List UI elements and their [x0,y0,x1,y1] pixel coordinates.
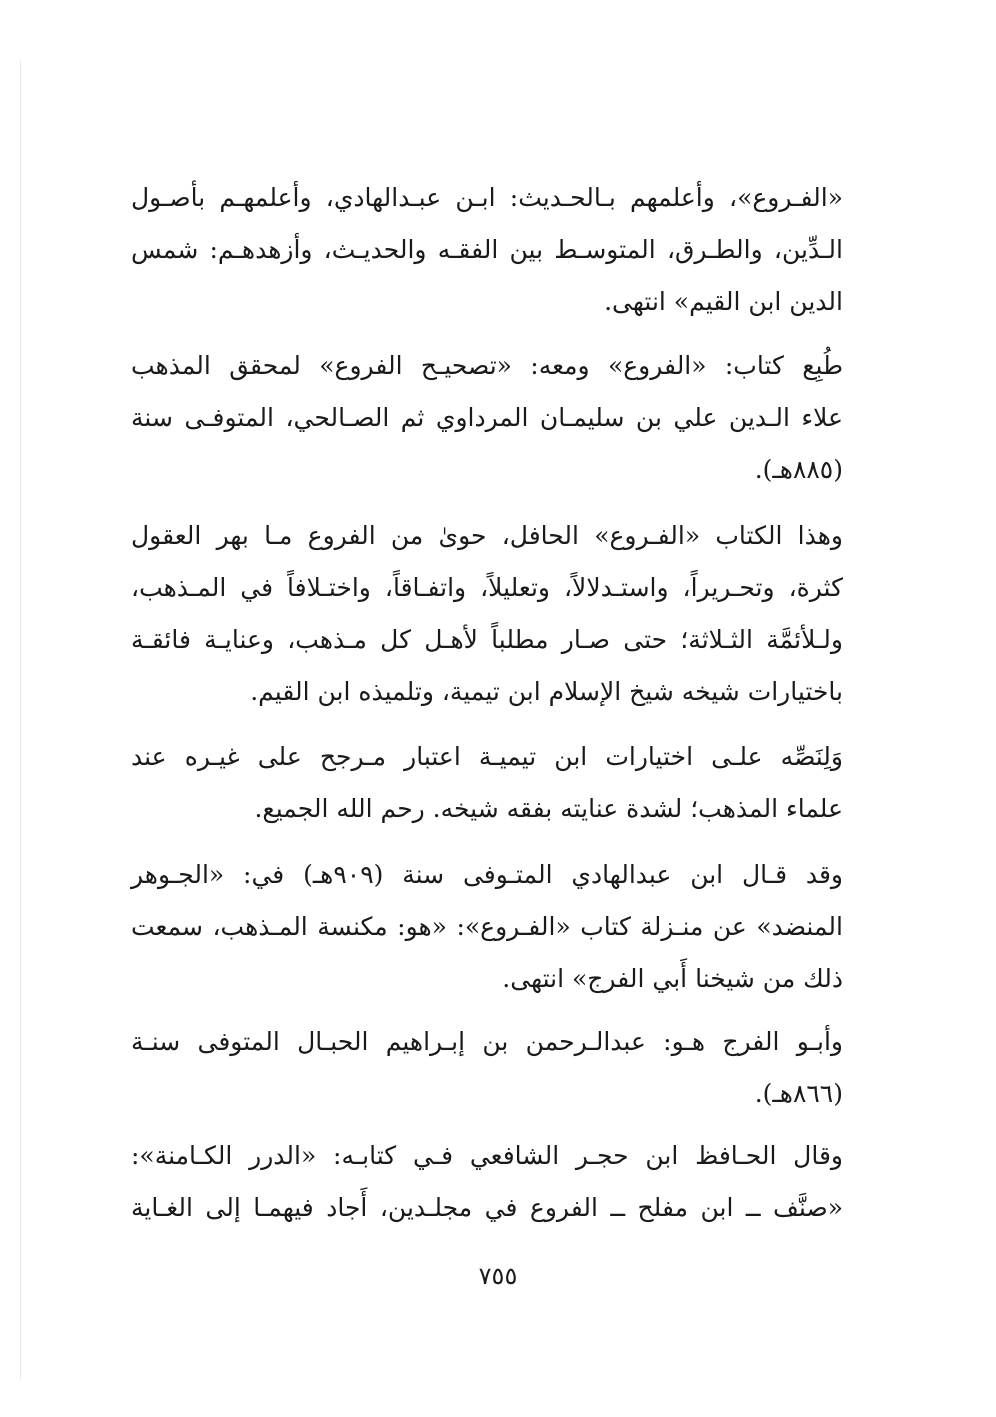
paragraph-1 [131,172,843,328]
text-line: ولـلأئمَّة الثـلاثة؛ حتى صـار مطلباً لأهـل كل مـذهب، وعنايـة فائقـة [131,625,843,654]
text-line: علاء الـدين علي بن سليمـان المرداوي ثم الصـالحي، المتوفـى سنة [131,403,843,432]
text-line: كثرة، وتحـريراً، واستـدلالاً، وتعليلاً، واتفـاقاً، واختـلافاً في المـذهب، [131,573,843,602]
text-line: الـدِّين، والطـرق، المتوسـط بين الفقـه والحديـث، وأزهدهـم: شمس [131,235,843,264]
paragraph-5 [131,849,843,1005]
text-line: (٨٦٦هـ). [754,1079,843,1108]
text-line: وَلِنَصِّه علـى اختيارات ابن تيميـة اعتبار مـرجح على غيـره عند [131,742,843,771]
text-line: علماء المذهب؛ لشدة عنايته بفقه شيخه. رحم الله الجميع. [254,794,843,823]
paragraph-6 [131,1016,843,1120]
text-line: وقال الحـافظ ابن حجـر الشافعي فـي كتابـه: «الدرر الكـامنة»: [131,1141,843,1170]
text-line: وهذا الكتاب «الفـروع» الحافل، حوىٰ من الفروع مـا بهر العقول [131,521,843,550]
text-line: وقد قـال ابن عبدالهادي المتـوفى سنة (٩٠٩هـ) في: «الجـوهر [131,860,843,889]
text-line: الدين ابن القيم» انتهى. [604,287,843,316]
scan-edge-line [20,60,21,1380]
paragraph-4 [131,731,843,835]
text-line: (٨٨٥هـ). [754,455,843,484]
paragraph-3 [131,510,843,718]
text-line: طُبِع كتاب: «الفروع» ومعه: «تصحيـح الفروع» لمحقق المذهب [131,351,843,380]
text-line: وأبـو الفرج هـو: عبدالـرحمن بن إبـراهيم الحبـال المتوفى سنـة [131,1027,843,1056]
text-line: «الفـروع»، وأعلمهم بـالحـديث: ابـن عبـدالهادي، وأعلمهـم بأصـول [131,183,843,212]
text-line: باختيارات شيخه شيخ الإسلام ابن تيمية، وتلميذه ابن القيم. [250,677,843,706]
text-line: «صنَّف ــ ابن مفلح ــ الفروع في مجلـدين، أَجاد فيهمـا إلى الغـاية [131,1193,843,1222]
text-line: ذلك من شيخنا أَبي الفرج» انتهى. [502,964,843,993]
page-number: ٧٥٥ [478,1262,518,1290]
text-line: المنضد» عن منـزلة كتاب «الفـروع»: «هو: مكنسة المـذهب، سمعت [131,912,843,941]
paragraph-7 [131,1130,843,1234]
paragraph-2 [131,340,843,496]
